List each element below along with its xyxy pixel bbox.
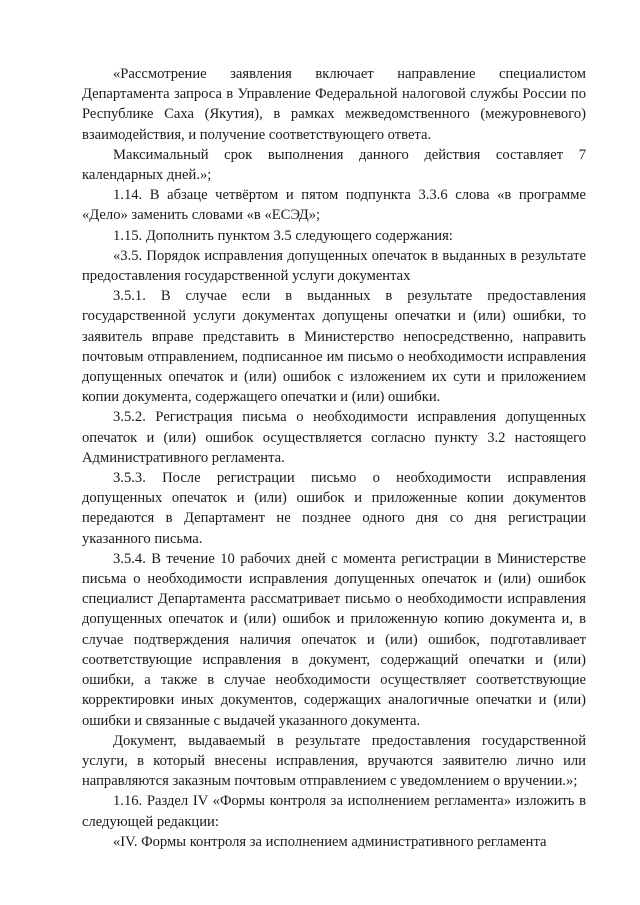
paragraph-1-15: 1.15. Дополнить пунктом 3.5 следующего содержания: (113, 227, 453, 244)
paragraph-max-term: Максимальный срок выполнения данного действия составляет 7 календарных дней.»; (82, 146, 586, 184)
paragraph-3-5-3: 3.5.3. После регистрации письмо о необходимости исправления допущенных опечаток и (или) ошибок и приложенные копии документов передаются в Департамент не позднее одного дня со дня регистрации указанного письма. (82, 470, 586, 547)
paragraph-request-to-tax-service: «Рассмотрение заявления включает направление специалистом Департамента запроса в Управление Федеральной налоговой службы России по Республике Саха (Якутия), в рамках межведомственного (межуровневого) взаимодействия, и получение соответствующего ответа. (82, 66, 586, 143)
paragraph-1-14: 1.14. В абзаце четвёртом и пятом подпункта 3.3.6 слова «в программе «Дело» заменить словами «в «ЕСЭД»; (82, 187, 586, 224)
document-body (82, 64, 586, 852)
paragraph-3-5-1: 3.5.1. В случае если в выданных в результате предоставления государственной услуги документах допущены опечатки и (или) ошибки, то заявитель вправе представить в Министерство непосредственно, направить почтовым отправлением, подписанное им письмо о необходимости исправления допущенных опечаток и (или) ошибок с изложением их сути и приложением копии документа, содержащего опечатки и (или) ошибки. (82, 288, 586, 406)
paragraph-1-16: 1.16. Раздел IV «Формы контроля за исполнением регламента» изложить в следующей редакции: (82, 793, 586, 830)
paragraph-3-5-2: 3.5.2. Регистрация письма о необходимости исправления допущенных опечаток и (или) ошибок осуществляется согласно пункту 3.2 настоящего Административного регламента. (82, 409, 586, 466)
paragraph-3-5-4: 3.5.4. В течение 10 рабочих дней с момента регистрации в Министерстве письма о необходимости исправления допущенных опечаток и (или) ошибок специалист Департамента рассматривает письмо о необходимости исправления допущенных опечаток и (или) ошибок и приложенную копию документа и, в случае подтверждения наличия опечаток и (или) ошибок, подготавливает соответствующие исправления в документ, содержащий опечатки и (или) ошибки, а также в случае необходимости осуществляет соответствующие корректировки иных документов, содержащих аналогичные опечатки и (или) ошибки и связанные с выдачей указанного документа. (82, 550, 586, 729)
paragraph-section-iv-title: «IV. Формы контроля за исполнением административного регламента (113, 833, 547, 850)
paragraph-3-5-heading: «3.5. Порядок исправления допущенных опечаток в выданных в результате предоставления государственной услуги документах (82, 247, 586, 285)
paragraph-corrected-document: Документ, выдаваемый в результате предоставления государственной услуги, в который внесены исправления, вручаются заявителю лично или направляются заказным почтовым отправлением с уведомлением о вручении.»; (82, 732, 586, 790)
